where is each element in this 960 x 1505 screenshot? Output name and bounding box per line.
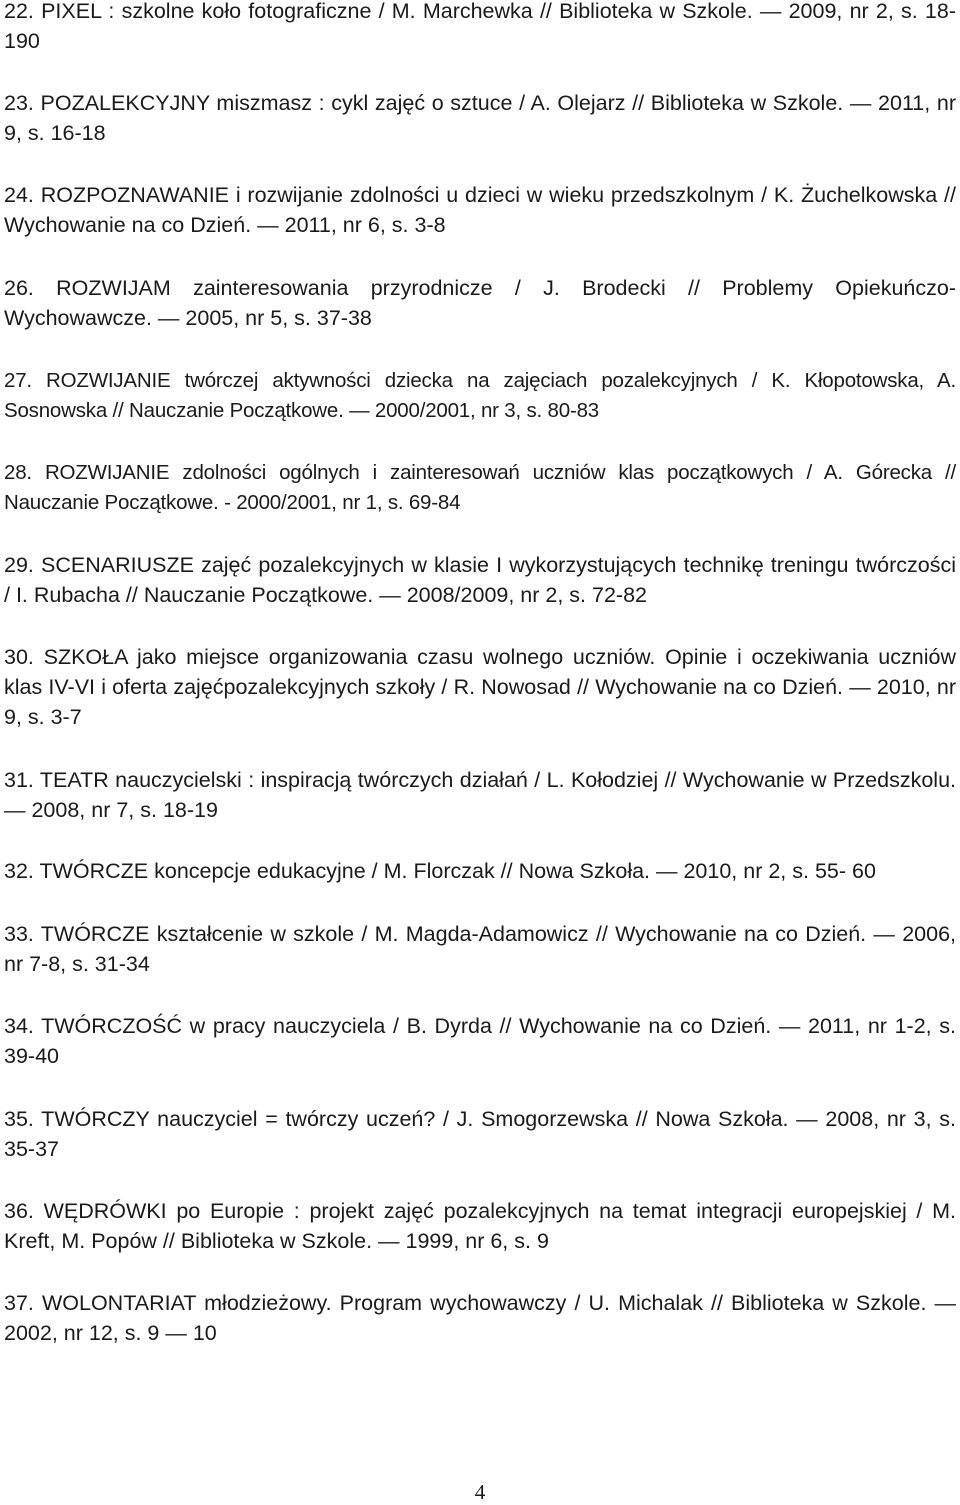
bibliography-entry-28: 28. ROZWIJANIE zdolności ogólnych i zainteresowań uczniów klas początkowych / A. Górecka // Nauczanie Początkowe. - 2000/2001, nr 1, s. 69-84	[4, 461, 956, 514]
page-number: 4	[474, 1480, 486, 1504]
bibliography-entry-26: 26. ROZWIJAM zainteresowania przyrodnicze / J. Brodecki // Problemy Opiekuńczo-Wychowawcze. ― 2005, nr 5, s. 37-38	[4, 276, 956, 330]
bibliography-entry-23: 23. POZALEKCYJNY miszmasz : cykl zajęć o sztuce / A. Olejarz // Biblioteka w Szkole. ― 2011, nr 9, s. 16-18	[4, 91, 956, 145]
bibliography-entry-34: 34. TWÓRCZOŚĆ w pracy nauczyciela / B. Dyrda // Wychowanie na co Dzień. ― 2011, nr 1-2, s. 39-40	[4, 1014, 956, 1068]
bibliography-entry-35: 35. TWÓRCZY nauczyciel = twórczy uczeń? / J. Smogorzewska // Nowa Szkoła. ― 2008, nr 3, s. 35-37	[4, 1107, 956, 1161]
bibliography-entry-31: 31. TEATR nauczycielski : inspiracją twórczych działań / L. Kołodziej // Wychowanie w Przedszkolu. ― 2008, nr 7, s. 18-19	[4, 768, 956, 822]
bibliography-entry-37: 37. WOLONTARIAT młodzieżowy. Program wychowawczy / U. Michalak // Biblioteka w Szkole. ― 2002, nr 12, s. 9 ― 10	[4, 1291, 956, 1345]
bibliography-entry-22: 22. PIXEL : szkolne koło fotograficzne / M. Marchewka // Biblioteka w Szkole. ― 2009, nr 2, s. 18-190	[4, 0, 956, 53]
bibliography-entry-36: 36. WĘDRÓWKI po Europie : projekt zajęć pozalekcyjnych na temat integracji europejskiej / M. Kreft, M. Popów // Biblioteka w Szkole. ― 1999, nr 6, s. 9	[4, 1199, 956, 1253]
bibliography-entry-27: 27. ROZWIJANIE twórczej aktywności dziecka na zajęciach pozalekcyjnych / K. Kłopotowska, A. Sosnowska // Nauczanie Początkowe. ― 2000/2001, nr 3, s. 80-83	[4, 369, 956, 422]
bibliography-entry-30: 30. SZKOŁA jako miejsce organizowania czasu wolnego uczniów. Opinie i oczekiwania uczniów klas IV-VI i oferta zajęćpozalekcyjnych szkoły / R. Nowosad // Wychowanie na co Dzień. ― 2010, nr 9, s. 3-7	[4, 645, 956, 729]
bibliography-entry-33: 33. TWÓRCZE kształcenie w szkole / M. Magda-Adamowicz // Wychowanie na co Dzień. ― 2006, nr 7-8, s. 31-34	[4, 922, 956, 976]
bibliography-entry-24: 24. ROZPOZNAWANIE i rozwijanie zdolności u dzieci w wieku przedszkolnym / K. Żuchelkowska // Wychowanie na co Dzień. ― 2011, nr 6, s. 3-8	[4, 183, 956, 237]
bibliography-entry-32: 32. TWÓRCZE koncepcje edukacyjne / M. Florczak // Nowa Szkoła. ― 2010, nr 2, s. 55- 60	[4, 859, 876, 883]
bibliography-entry-29: 29. SCENARIUSZE zajęć pozalekcyjnych w klasie I wykorzystujących technikę treningu twórczości / I. Rubacha // Nauczanie Początkowe. ― 2008/2009, nr 2, s. 72-82	[4, 553, 956, 607]
